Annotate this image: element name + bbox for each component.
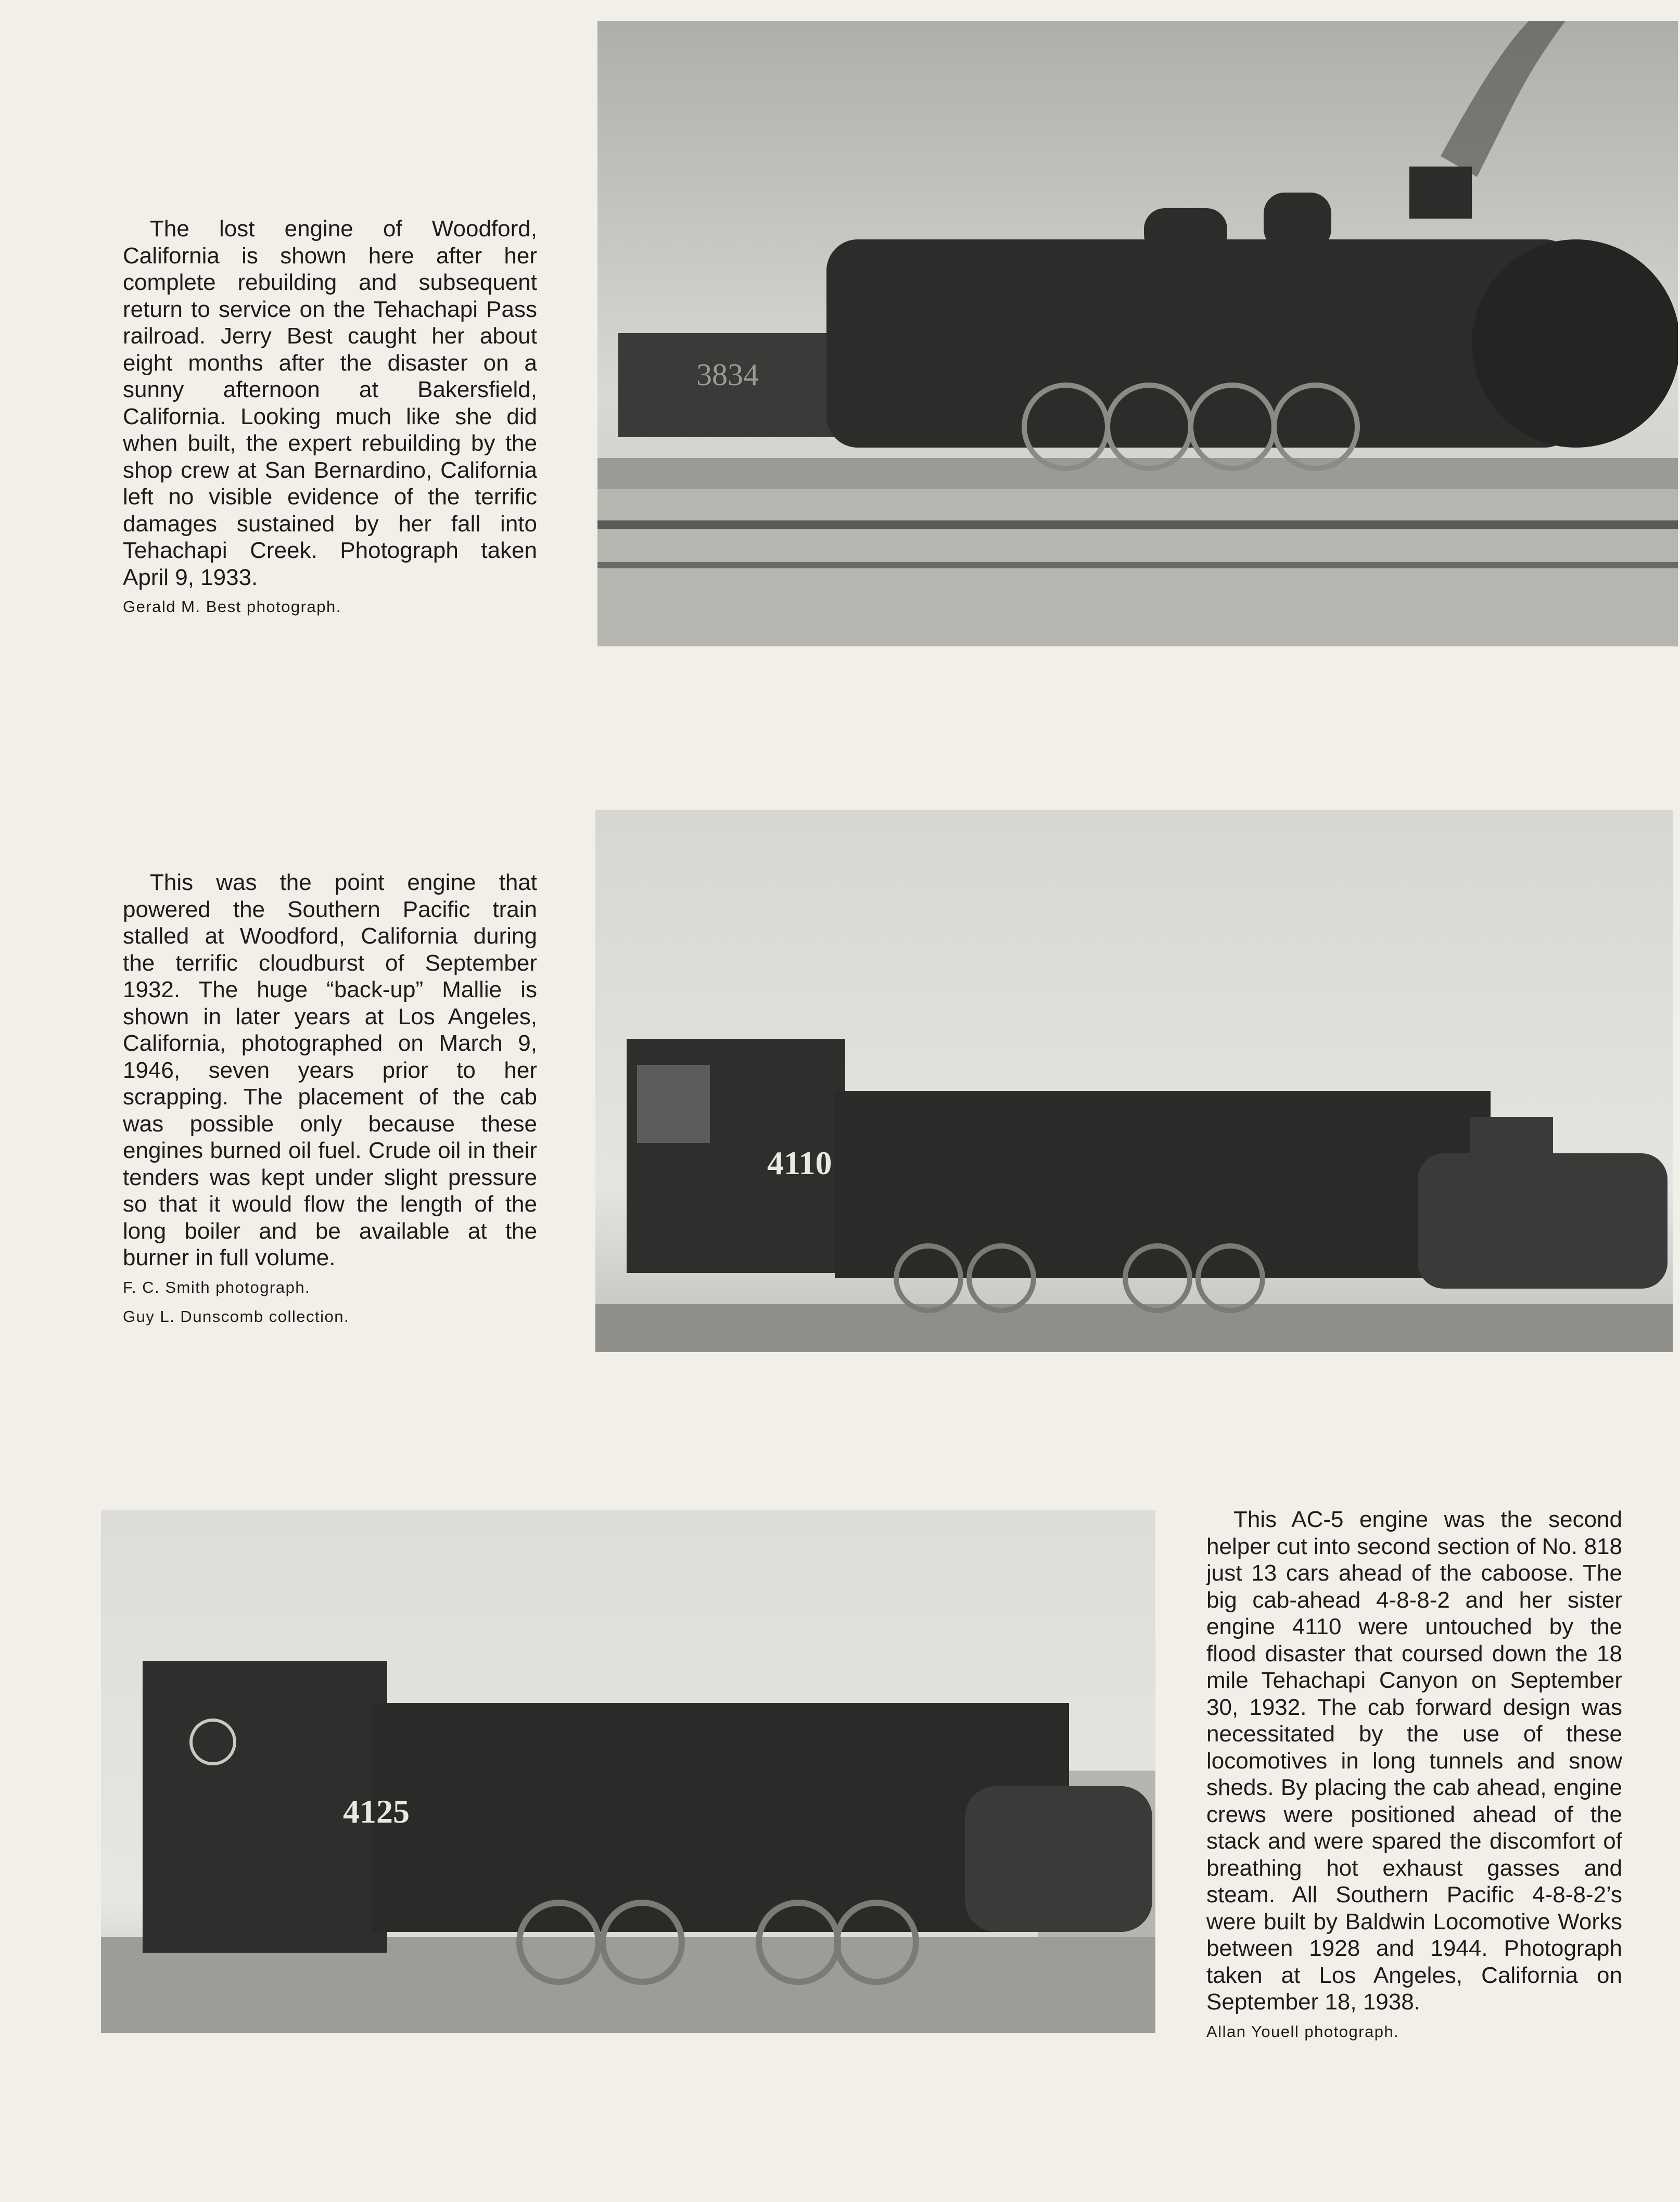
caption-block-3834	[123, 215, 537, 619]
photo-collection-credit: Guy L. Dunscomb collection.	[123, 1307, 350, 1326]
caption-block-4125	[1206, 1506, 1622, 2044]
caption-block-4110	[123, 869, 537, 1329]
locomotive-photo-3834	[597, 21, 1678, 646]
photo-credit: Gerald M. Best photograph.	[123, 597, 341, 616]
photo-credit: F. C. Smith photograph.	[123, 1278, 311, 1296]
caption-text: This was the point engine that powered the Southern Pacific train stalled at Woodford, California during the terrific cloudburst of September 1932. The huge “back-up” Mallie is shown in later years at Los Angeles, California, photographed on March 9, 1946, seven years prior to her scrapping. The placement of the cab was possible only because these engines burned oil fuel. Crude oil in their tenders was kept under slight pressure so that it would flow the length of the long boiler and be available at the burner in full volume.	[123, 870, 537, 1270]
engine-number-4125: 4125	[343, 1793, 410, 1830]
locomotive-photo-4125	[101, 1510, 1155, 2033]
locomotive-photo-4110	[595, 810, 1673, 1352]
engine-number-4110: 4110	[767, 1144, 832, 1181]
caption-text: The lost engine of Woodford, California is shown here after her complete rebuilding and subsequent return to service on the Tehachapi Pass railroad. Jerry Best caught her about eight months after the disaster on a sunny afternoon at Bakersfield, California. Looking much like she did when built, the expert rebuilding by the shop crew at San Bernardino, California left no visible evidence of the terrific damages sustained by her fall into Tehachapi Creek. Photograph taken April 9, 1933.	[123, 216, 537, 590]
caption-text: This AC-5 engine was the second helper cut into second section of No. 818 just 13 cars ahead of the caboose. The big cab-ahead 4-8-8-2 and her sister engine 4110 were untouched by the flood disaster that coursed down the 18 mile Tehachapi Canyon on September 30, 1932. The cab forward design was necessitated by the use of these locomotives in long tunnels and snow sheds. By placing the cab ahead, engine crews were positioned ahead of the stack and were spared the discomfort of breathing hot exhaust gasses and steam. All Southern Pacific 4-8-8-2’s were built by Baldwin Locomotive Works between 1928 and 1944. Photograph taken at Los Angeles, California on September 18, 1938.	[1206, 1507, 1622, 2015]
engine-number-3834: 3834	[696, 358, 759, 392]
photo-credit: Allan Youell photograph.	[1206, 2022, 1399, 2041]
